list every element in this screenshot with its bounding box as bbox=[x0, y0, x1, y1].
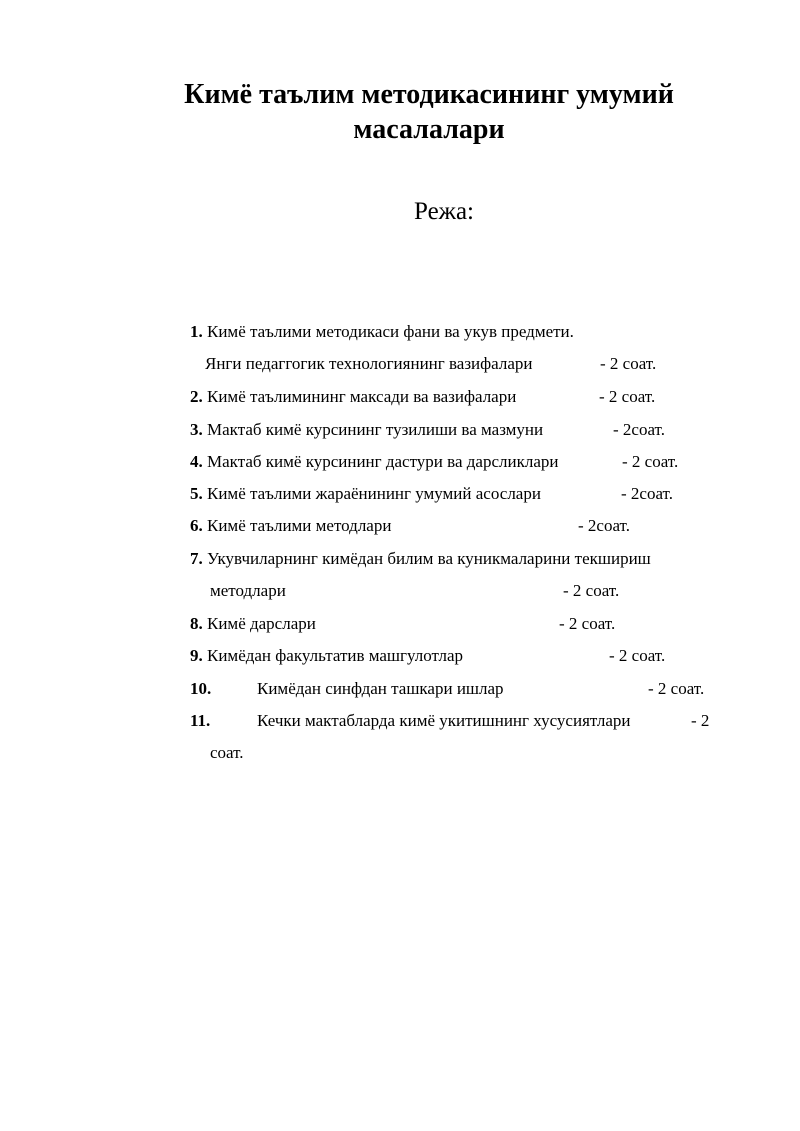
list-item bbox=[190, 451, 558, 473]
item-hours: - 2 соат. bbox=[559, 614, 616, 633]
item-text: Кимё таълими методлари bbox=[207, 516, 392, 535]
item-text: Кимё дарслари bbox=[207, 614, 316, 633]
item-hours: - 2 соат. bbox=[622, 452, 679, 471]
item-text: Кечки мактабларда кимё укитишнинг хусусиятлари bbox=[257, 711, 631, 730]
list-item bbox=[190, 645, 463, 667]
item-number: 1. bbox=[190, 322, 203, 341]
list-item bbox=[190, 483, 541, 505]
item-text: Кимё таълими методикаси фани ва укув предмети. bbox=[207, 322, 574, 341]
item-text: Кимёдан синфдан ташкари ишлар bbox=[257, 679, 504, 698]
plan-heading: Режа: bbox=[414, 198, 474, 225]
item-hours: - 2соат. bbox=[613, 420, 665, 439]
item-hours: - 2 соат. bbox=[648, 679, 705, 698]
title-line-1: Кимё таълим методикасининг умумий bbox=[184, 79, 674, 110]
item-text: соат. bbox=[210, 743, 244, 762]
item-number: 5. bbox=[190, 484, 203, 503]
list-item bbox=[190, 419, 543, 441]
list-item bbox=[190, 515, 391, 537]
item-hours: - 2 bbox=[691, 711, 710, 730]
item-number: 6. bbox=[190, 516, 203, 535]
item-number: 11. bbox=[190, 711, 211, 730]
title-line-2: масалалари bbox=[353, 114, 505, 145]
item-number: 4. bbox=[190, 452, 203, 471]
item-number: 7. bbox=[190, 549, 203, 568]
item-hours: - 2 соат. bbox=[600, 354, 657, 373]
item-hours: - 2соат. bbox=[621, 484, 673, 503]
item-hours: - 2 соат. bbox=[563, 581, 620, 600]
list-item bbox=[205, 353, 532, 375]
item-text: Кимё таълими жараёнининг умумий асослари bbox=[207, 484, 541, 503]
item-number: 3. bbox=[190, 420, 203, 439]
item-number: 8. bbox=[190, 614, 203, 633]
list-item bbox=[190, 386, 516, 408]
item-text: Мактаб кимё курсининг дастури ва дарсликлари bbox=[207, 452, 559, 471]
item-text: Кимёдан факультатив машгулотлар bbox=[207, 646, 464, 665]
list-item bbox=[190, 321, 574, 343]
list-item bbox=[190, 548, 651, 570]
item-number: 10. bbox=[190, 679, 212, 698]
item-text: Кимё таълимининг максади ва вазифалари bbox=[207, 387, 517, 406]
item-number: 9. bbox=[190, 646, 203, 665]
document-title bbox=[100, 77, 758, 147]
list-item bbox=[210, 580, 286, 602]
item-text: Мактаб кимё курсининг тузилиши ва мазмуни bbox=[207, 420, 544, 439]
item-hours: - 2соат. bbox=[578, 516, 630, 535]
list-item bbox=[210, 742, 244, 764]
item-hours: - 2 соат. bbox=[599, 387, 656, 406]
item-number: 2. bbox=[190, 387, 203, 406]
item-text: Янги педаггогик технологиянинг вазифалари bbox=[205, 354, 533, 373]
list-item bbox=[190, 613, 316, 635]
item-text: Укувчиларнинг кимёдан билим ва куникмаларини текшириш bbox=[207, 549, 651, 568]
item-text: методлари bbox=[210, 581, 286, 600]
item-hours: - 2 соат. bbox=[609, 646, 666, 665]
